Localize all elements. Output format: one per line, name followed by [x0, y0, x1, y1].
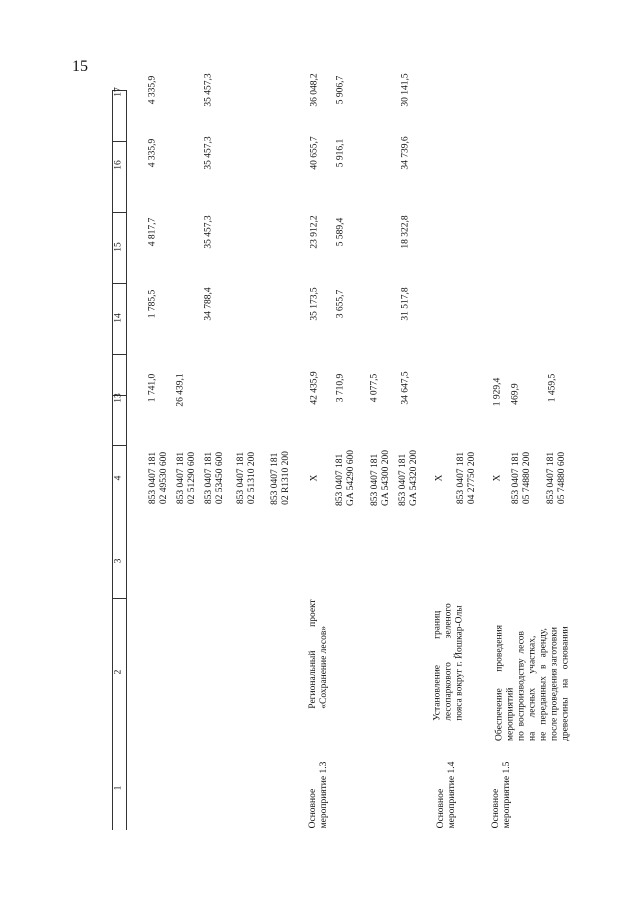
column-divider-13-14	[112, 283, 126, 284]
group-description: Региональный проект «Сохранение лесов»	[308, 599, 329, 709]
header-col-4: 4	[113, 475, 124, 481]
row-code: Х	[309, 474, 320, 482]
row-value-14: 35 173,5	[309, 287, 320, 321]
row-value-17: 36 048,2	[309, 73, 320, 107]
row-value-13: 1 741,0	[147, 373, 158, 403]
header-col-1: 1	[113, 785, 124, 791]
row-value-14: 1 785,5	[147, 289, 158, 319]
row-value-15: 35 457,3	[203, 215, 214, 249]
row-value-16: 4 335,9	[147, 138, 158, 168]
row-value-13: 42 435,9	[309, 371, 320, 405]
group-description: Обеспечение проведения мероприятий по воспроизводству лесов на лесных участках, не переданных в аренду, после проведения заготовки древесины на основании	[494, 625, 571, 741]
group-description: Установление границ лесопаркового зеленого пояса вокруг г. Йошкар-Олы	[432, 603, 465, 721]
column-divider-15-16	[112, 141, 126, 142]
header-col-3: 3	[113, 558, 124, 564]
row-value-13: 4 077,5	[369, 373, 380, 403]
row-code: 853 0407 181 02 49530 600	[148, 451, 169, 505]
group-name: Основное мероприятие 1.3	[308, 761, 329, 829]
row-code: 853 0407 181 02 53450 600	[204, 451, 225, 505]
row-value-17: 35 457,3	[203, 73, 214, 107]
row-value-17: 4 335,9	[147, 75, 158, 105]
row-value-14: 3 655,7	[335, 289, 346, 319]
column-divider-1-2	[112, 598, 126, 599]
row-code: 853 0407 181 04 27750 200	[456, 451, 477, 505]
row-code: 853 0407 181 05 74880 200	[511, 451, 532, 505]
row-value-15: 5 589,4	[335, 217, 346, 247]
header-col-13: 13	[113, 393, 124, 403]
column-divider-4-13	[112, 354, 126, 355]
row-value-13: 26 439,1	[175, 373, 186, 407]
row-value-16: 35 457,3	[203, 136, 214, 170]
row-code: Х	[492, 474, 503, 482]
row-value-17: 30 141,5	[400, 73, 411, 107]
header-col-2: 2	[113, 669, 124, 675]
row-value-13: 3 710,9	[335, 373, 346, 403]
header-separator	[126, 90, 127, 830]
row-value-13: 34 647,5	[400, 371, 411, 405]
row-code: 853 0407 181 GA 54300 200	[370, 450, 391, 506]
row-value-13: 1 929,4	[492, 377, 503, 407]
group-name: Основное мероприятие 1.5	[491, 761, 512, 829]
row-value-15: 4 817,7	[147, 217, 158, 247]
header-col-17: 17	[113, 87, 124, 97]
header-col-14: 14	[113, 313, 124, 323]
row-value-13: 1 459,5	[547, 373, 558, 403]
row-value-17: 5 906,7	[335, 75, 346, 105]
page-number: 15	[72, 58, 88, 75]
column-divider-2-3	[112, 445, 126, 446]
row-code: Х	[434, 474, 445, 482]
table-left-border	[112, 90, 113, 830]
row-value-16: 34 739,6	[400, 136, 411, 170]
row-code: 853 0407 181 GA 54320 200	[398, 450, 419, 506]
row-value-15: 23 912,2	[309, 215, 320, 249]
row-code: 853 0407 181 02 R1310 200	[270, 451, 291, 505]
row-value-14: 31 517,8	[400, 287, 411, 321]
row-value-13: 469,9	[510, 383, 521, 405]
header-col-15: 15	[113, 242, 124, 252]
header-col-16: 16	[113, 160, 124, 170]
row-value-16: 40 655,7	[309, 136, 320, 170]
row-value-14: 34 788,4	[203, 287, 214, 321]
row-value-16: 5 916,1	[335, 138, 346, 168]
group-name: Основное мероприятие 1.4	[436, 761, 457, 829]
row-code: 853 0407 181 02 51310 200	[236, 451, 257, 505]
row-code: 853 0407 181 05 74880 600	[546, 451, 567, 505]
row-code: 853 0407 181 GA 54290 600	[335, 450, 356, 506]
column-divider-14-15	[112, 212, 126, 213]
row-code: 853 0407 181 02 51290 600	[176, 451, 197, 505]
row-value-15: 18 322,8	[400, 215, 411, 249]
